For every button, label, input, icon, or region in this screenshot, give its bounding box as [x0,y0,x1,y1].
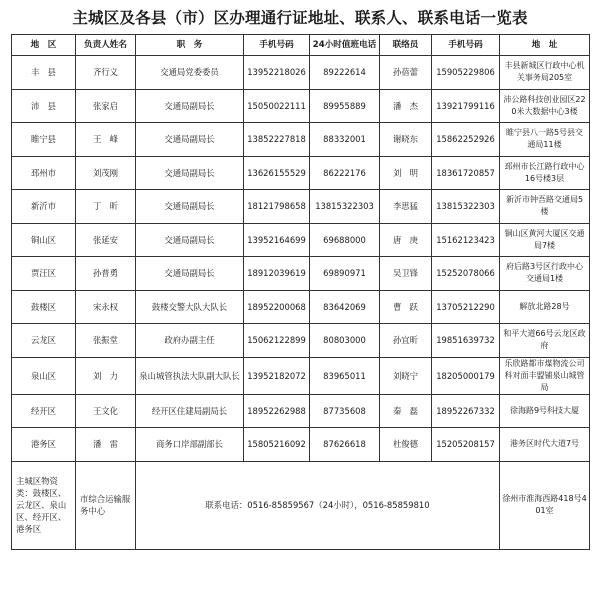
cell-mobile: 15805216092 [244,428,310,462]
cell-hotline: 88332001 [310,123,380,157]
cell-leader: 潘 雷 [76,428,136,462]
cell-mobile: 18121798658 [244,190,310,224]
cell-mobile: 13952164699 [244,223,310,257]
cell-contact-summary: 联系电话：0516-85859567（24小时），0516-85859810 [136,461,500,549]
cell-address: 乐欣路都市煤物流公司科对面丰盟铺泉山城管局 [500,357,590,394]
cell-region: 铜山区 [12,223,76,257]
cell-liaison-mobile: 18361720857 [432,156,500,190]
cell-region: 鼓楼区 [12,290,76,324]
cell-leader: 刘茂刚 [76,156,136,190]
cell-hotline: 83965011 [310,357,380,394]
table-row [12,123,590,157]
cell-hotline: 87735608 [310,394,380,428]
cell-hotline: 89955889 [310,89,380,123]
cell-address: 府后路3号区行政中心交通局1楼 [500,257,590,291]
table-row [12,190,590,224]
cell-liaison-mobile: 18205000179 [432,357,500,394]
cell-hotline: 86222176 [310,156,380,190]
table-row [12,89,590,123]
cell-hotline: 89222614 [310,56,380,90]
table-row [12,324,590,358]
cell-address: 新沂市钟吾路交通局5楼 [500,190,590,224]
header-liaison: 联络员 [380,35,432,56]
table-row [12,428,590,462]
cell-address: 铜山区黄河大厦区交通局7楼 [500,223,590,257]
table-row [12,223,590,257]
cell-region: 港务区 [12,428,76,462]
cell-leader: 孙普勇 [76,257,136,291]
cell-leader: 丁 昕 [76,190,136,224]
cell-region: 睢宁县 [12,123,76,157]
cell-region: 丰 县 [12,56,76,90]
cell-address: 睢宁县八一路5号县交通局11楼 [500,123,590,157]
cell-position: 政府办副主任 [136,324,244,358]
cell-liaison: 唐 庚 [380,223,432,257]
header-region: 地 区 [12,35,76,56]
cell-hotline: 80803000 [310,324,380,358]
cell-position: 经开区住建局副局长 [136,394,244,428]
cell-liaison: 潘 杰 [380,89,432,123]
cell-region: 云龙区 [12,324,76,358]
cell-mobile: 15050022111 [244,89,310,123]
cell-liaison: 孙宜昕 [380,324,432,358]
cell-mobile: 13952182072 [244,357,310,394]
cell-mobile: 13952218026 [244,56,310,90]
cell-liaison-mobile: 15252078066 [432,257,500,291]
cell-region: 泉山区 [12,357,76,394]
header-hotline: 24小时值班电话 [310,35,380,56]
cell-leader: 王文化 [76,394,136,428]
cell-leader: 刘 力 [76,357,136,394]
contact-table [11,34,590,550]
cell-leader: 王 峰 [76,123,136,157]
cell-address: 邳州市长江路行政中心16号楼3层 [500,156,590,190]
cell-liaison: 刘 明 [380,156,432,190]
cell-position: 交通局党委委员 [136,56,244,90]
cell-position: 鼓楼交警大队大队长 [136,290,244,324]
cell-region: 经开区 [12,394,76,428]
cell-leader: 宋永权 [76,290,136,324]
cell-liaison-mobile: 13705212290 [432,290,500,324]
cell-liaison-mobile: 13815322303 [432,190,500,224]
cell-liaison: 曹 跃 [380,290,432,324]
table-body [12,56,590,550]
cell-position: 商务口岸部副部长 [136,428,244,462]
cell-leader: 张家启 [76,89,136,123]
cell-address: 解放北路28号 [500,290,590,324]
cell-address: 丰县新城区行政中心机关事务局205室 [500,56,590,90]
cell-hotline: 83642069 [310,290,380,324]
cell-liaison: 李思猛 [380,190,432,224]
cell-liaison: 吴卫锋 [380,257,432,291]
table-row [12,257,590,291]
cell-address-summary: 徐州市淮海西路418号401室 [500,461,590,549]
cell-mobile: 13626155529 [244,156,310,190]
header-liaison-mobile: 手机号码 [432,35,500,56]
cell-liaison: 谢晓东 [380,123,432,157]
cell-liaison-mobile: 15162123423 [432,223,500,257]
cell-region: 新沂市 [12,190,76,224]
cell-mobile: 15062122899 [244,324,310,358]
cell-leader: 张延安 [76,223,136,257]
cell-mobile: 18952262988 [244,394,310,428]
cell-liaison: 秦 磊 [380,394,432,428]
cell-hotline: 13815322303 [310,190,380,224]
cell-position: 交通局副局长 [136,89,244,123]
cell-unit-summary: 市综合运输服务中心 [76,461,136,549]
header-row [12,35,590,56]
cell-address: 港务区时代大道7号 [500,428,590,462]
cell-region: 邳州市 [12,156,76,190]
header-leader: 负责人姓名 [76,35,136,56]
cell-position: 交通局副局长 [136,257,244,291]
cell-hotline: 69688000 [310,223,380,257]
cell-liaison-mobile: 18952267332 [432,394,500,428]
table-row-summary [12,461,590,549]
cell-liaison-mobile: 13921799116 [432,89,500,123]
cell-region-summary: 主城区物资类：鼓楼区、云龙区、泉山区、经开区、港务区 [12,461,76,549]
cell-position: 交通局副局长 [136,190,244,224]
cell-liaison-mobile: 15205208157 [432,428,500,462]
cell-liaison-mobile: 15905229806 [432,56,500,90]
page-title: 主城区及各县（市）区办理通行证地址、联系人、联系电话一览表 [72,8,528,27]
cell-position: 泉山城管执法大队副大队长 [136,357,244,394]
cell-liaison: 杜俊德 [380,428,432,462]
table-row [12,56,590,90]
cell-position: 交通局副局长 [136,156,244,190]
cell-address: 和平大道66号云龙区政府 [500,324,590,358]
cell-address: 徐海路9号科技大厦 [500,394,590,428]
cell-hotline: 87626618 [310,428,380,462]
cell-hotline: 69890971 [310,257,380,291]
cell-liaison: 孙蓓蕾 [380,56,432,90]
header-mobile: 手机号码 [244,35,310,56]
cell-mobile: 13852227818 [244,123,310,157]
cell-mobile: 18952200068 [244,290,310,324]
cell-liaison: 刘晓宁 [380,357,432,394]
cell-address: 沛公路科技创业园区220米大数据中心3楼 [500,89,590,123]
header-address: 地 址 [500,35,590,56]
header-position: 职 务 [136,35,244,56]
cell-region: 贾汪区 [12,257,76,291]
table-row [12,357,590,394]
table-row [12,156,590,190]
cell-mobile: 18912039619 [244,257,310,291]
cell-leader: 齐行义 [76,56,136,90]
cell-position: 交通局副局长 [136,223,244,257]
cell-position: 交通局副局长 [136,123,244,157]
table-row [12,394,590,428]
cell-leader: 张振堂 [76,324,136,358]
cell-liaison-mobile: 19851639732 [432,324,500,358]
cell-liaison-mobile: 15862252926 [432,123,500,157]
table-row [12,290,590,324]
cell-region: 沛 县 [12,89,76,123]
